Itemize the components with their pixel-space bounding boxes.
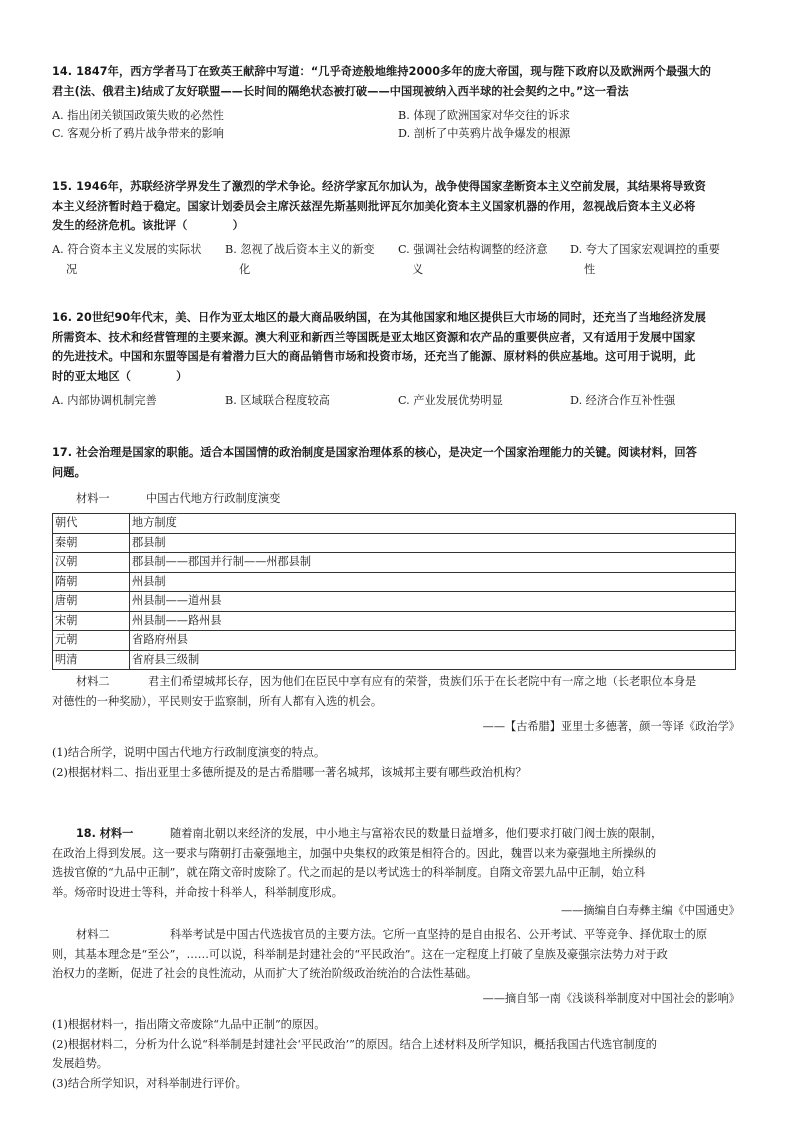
q16-option-a[interactable]: A. 内部协调机制完善 xyxy=(52,394,157,407)
system-cell: 郡县制——郡国并行制——州郡县制 xyxy=(130,553,736,573)
q17-question1: (1)结合所学，说明中国古代地方行政制度演变的特点。 xyxy=(52,746,326,759)
q16-stem-line3: 的先进技术。中国和东盟等国是有着潜力巨大的商品销售市场和投资市场，还充当了能源、原材料的供应基地。这可用于说明，此 xyxy=(52,350,696,363)
q17-stem xyxy=(52,443,742,482)
q18-material1-head: 18. 材料一 xyxy=(76,827,134,840)
system-cell: 郡县制 xyxy=(130,533,736,553)
q18-material2-line2: 则，其基本理念是“至公”，……可以说，科举制是封建社会的“平民政治”。这在一定程度上打破了皇族及豪强宗法势力对于政 xyxy=(52,947,668,961)
q18-material2-line1: 科举考试是中国古代选拔官员的主要方法。它所一直坚持的是自由报名、公开考试、平等竞争、择优取士的原 xyxy=(170,928,708,941)
table-row xyxy=(53,650,736,670)
q18-question2-line1: (2)根据材料二，分析为什么说“科举制是封建社会‘平民政治’”的原因。结合上述材料及所学知识，概括我国古代选官制度的 xyxy=(52,1037,657,1051)
q18-material1-line2: 在政治上得到发展。这一要求与隋朝打击豪强地主，加强中央集权的政策是相符合的。因此，魏晋以来为豪强地主所操纵的 xyxy=(52,846,657,860)
q18-material1-line1: 随着南北朝以来经济的发展，中小地主与富裕农民的数量日益增多，他们要求打破门阀士族的限制， xyxy=(170,827,663,840)
q17-material2-source: ——【古希腊】亚里士多德著，颜一等译《政治学》 xyxy=(482,720,740,733)
dynasty-cell: 朝代 xyxy=(53,514,130,534)
system-cell: 地方制度 xyxy=(130,514,736,534)
q16-stem-line2: 所需资本、技术和经营管理的主要来源。澳大利亚和新西兰等国既是亚太地区资源和农产品的重要供应者，又有适用于发展中国家 xyxy=(52,330,696,344)
q17-questions xyxy=(52,743,742,782)
q16-option-d[interactable]: D. 经济合作互补性强 xyxy=(570,394,676,407)
q18-material1-line3: 选拔官僚的“九品中正制”，就在隋文帝时废除了。代之而起的是以考试选士的科举制度。自隋文帝罢九品中正制，始立科 xyxy=(52,866,646,879)
table-row xyxy=(53,631,736,651)
admin-system-table-body xyxy=(53,514,736,670)
q18-material2-head: 材料二 xyxy=(76,928,110,941)
q15-option-c-text: C. 强调社会结构调整的经济意 xyxy=(398,243,548,256)
q18-question2-line2: 发展趋势。 xyxy=(52,1057,108,1070)
table-row xyxy=(53,553,736,573)
table-row xyxy=(53,533,736,553)
q14-option-b[interactable]: B. 体现了欧洲国家对华交往的诉求 xyxy=(398,109,570,122)
q18-material2-source: ——摘自邹一南《浅谈科举制度对中国社会的影响》 xyxy=(482,992,740,1005)
q18-material1-line4: 举。炀帝时设进士等科，并命按十科举人，科举制度形成。 xyxy=(52,885,343,899)
q15-option-d-text: D. 夸大了国家宏观调控的重要 xyxy=(570,243,720,256)
q17-stem-line1: 17. 社会治理是国家的职能。适合本国国情的政治制度是国家治理体系的核心，是决定一个国家治理能力的关键。阅读材料，回答 xyxy=(52,446,697,459)
q18-material2-line1-wrap xyxy=(52,925,742,945)
q16-stem-line4: 时的亚太地区（ ） xyxy=(52,369,188,383)
q14-option-d[interactable]: D. 剖析了中英鸦片战争爆发的根源 xyxy=(398,127,571,140)
q15-stem-line3: 发生的经济危机。该批评（ ） xyxy=(52,219,244,232)
q15-option-b-text: B. 忽视了战后资本主义的新变 xyxy=(225,243,375,256)
q18-questions xyxy=(52,1015,742,1093)
q18-material2-line3: 治权力的垄断，促进了社会的良性流动，从而扩大了统治阶级政治统治的合法性基础。 xyxy=(52,967,478,980)
q17-material2-line2: 对德性的一种奖励），平民则安于监察制，所有人都有入选的机会。 xyxy=(52,694,383,708)
q15-stem xyxy=(52,177,742,236)
q15-option-a[interactable] xyxy=(52,240,220,280)
q17-material1-label: 材料一 xyxy=(76,492,110,505)
dynasty-cell: 唐朝 xyxy=(53,592,130,612)
q15-option-c-cont: 义 xyxy=(412,263,424,276)
q18-question1: (1)根据材料一，指出隋文帝废除“九品中正制”的原因。 xyxy=(52,1018,326,1031)
dynasty-cell: 隋朝 xyxy=(53,572,130,592)
table-row xyxy=(53,572,736,592)
q18-question3: (3)结合所学知识，对科举制进行评价。 xyxy=(52,1076,247,1090)
table-row xyxy=(53,611,736,631)
q15-stem-line1: 15. 1946年，苏联经济学界发生了激烈的学术争论。经济学家瓦尔加认为，战争使得国家垄断资本主义空前发展，其结果将导致资 xyxy=(52,180,706,193)
q17-material1-title: 中国古代地方行政制度演变 xyxy=(146,492,281,505)
table-row xyxy=(53,592,736,612)
system-cell: 省府县三级制 xyxy=(130,650,736,670)
q15-stem-line2: 本主义经济暂时趋于稳定。国家计划委员会主席沃兹涅先斯基则批评瓦尔加美化资本主义国家机器的作用，忽视战后资本主义必将 xyxy=(52,199,696,213)
admin-system-table xyxy=(52,513,736,670)
q14-option-a[interactable]: A. 指出闭关锁国政策失败的必然性 xyxy=(52,109,224,122)
q14-stem-line1: 14. 1847年，西方学者马丁在致英王献辞中写道：“几乎奇迹般地维持2000多年的庞大帝国，现与陛下政府以及欧洲两个最强大的 xyxy=(52,65,712,78)
q18-material1 xyxy=(52,824,742,902)
q15-option-d[interactable] xyxy=(570,240,738,280)
table-header-row xyxy=(53,514,736,534)
system-cell: 州县制 xyxy=(130,572,736,592)
dynasty-cell: 秦朝 xyxy=(53,533,130,553)
q14-stem-line2: 君主(法、俄君主)结成了友好联盟——长时间的隔绝状态被打破——中国现被纳入西半球的社会契约之中。”这一看法 xyxy=(52,84,629,98)
dynasty-cell: 明清 xyxy=(53,650,130,670)
q14-option-c[interactable]: C. 客观分析了鸦片战争带来的影响 xyxy=(52,127,224,140)
q18-material1-line1-wrap xyxy=(52,824,742,844)
q16-option-c[interactable]: C. 产业发展优势明显 xyxy=(398,394,503,407)
q17-material2-text xyxy=(52,672,742,711)
q15-option-d-cont: 性 xyxy=(584,263,596,276)
q15-option-b[interactable] xyxy=(225,240,393,280)
q15-option-a-cont: 况 xyxy=(66,263,78,276)
q15-option-a-text: A. 符合资本主义发展的实际状 xyxy=(52,243,202,256)
q17-stem-line2: 问题。 xyxy=(52,465,86,479)
q17-question2: (2)根据材料二、指出亚里士多德所提及的是古希腊哪一著名城邦，该城邦主要有哪些政治机构？ xyxy=(52,765,527,779)
system-cell: 省路府州县 xyxy=(130,631,736,651)
dynasty-cell: 元朝 xyxy=(53,631,130,651)
dynasty-cell: 宋朝 xyxy=(53,611,130,631)
q16-option-b[interactable]: B. 区域联合程度较高 xyxy=(225,394,330,407)
q17-material2-label: 材料二 xyxy=(76,675,110,688)
q15-option-b-cont: 化 xyxy=(239,263,251,276)
q16-stem xyxy=(52,308,742,386)
q14-stem xyxy=(52,62,742,101)
q15-option-c[interactable] xyxy=(398,240,566,280)
q16-stem-line1: 16. 20世纪90年代末，美、日作为亚太地区的最大商品吸纳国，在为其他国家和地区提供巨大市场的同时，还充当了当地经济发展 xyxy=(52,311,706,324)
q18-material1-source: ——摘编自白寿彝主编《中国通史》 xyxy=(560,904,740,917)
dynasty-cell: 汉朝 xyxy=(53,553,130,573)
system-cell: 州县制——道州县 xyxy=(130,592,736,612)
system-cell: 州县制——路州县 xyxy=(130,611,736,631)
q18-material2 xyxy=(52,925,742,984)
q17-material2-line1: 君主们希望城邦长存，因为他们在臣民中享有应有的荣誉，贵族们乐于在长老院中有一席之地（长老职位本身是 xyxy=(148,675,697,688)
